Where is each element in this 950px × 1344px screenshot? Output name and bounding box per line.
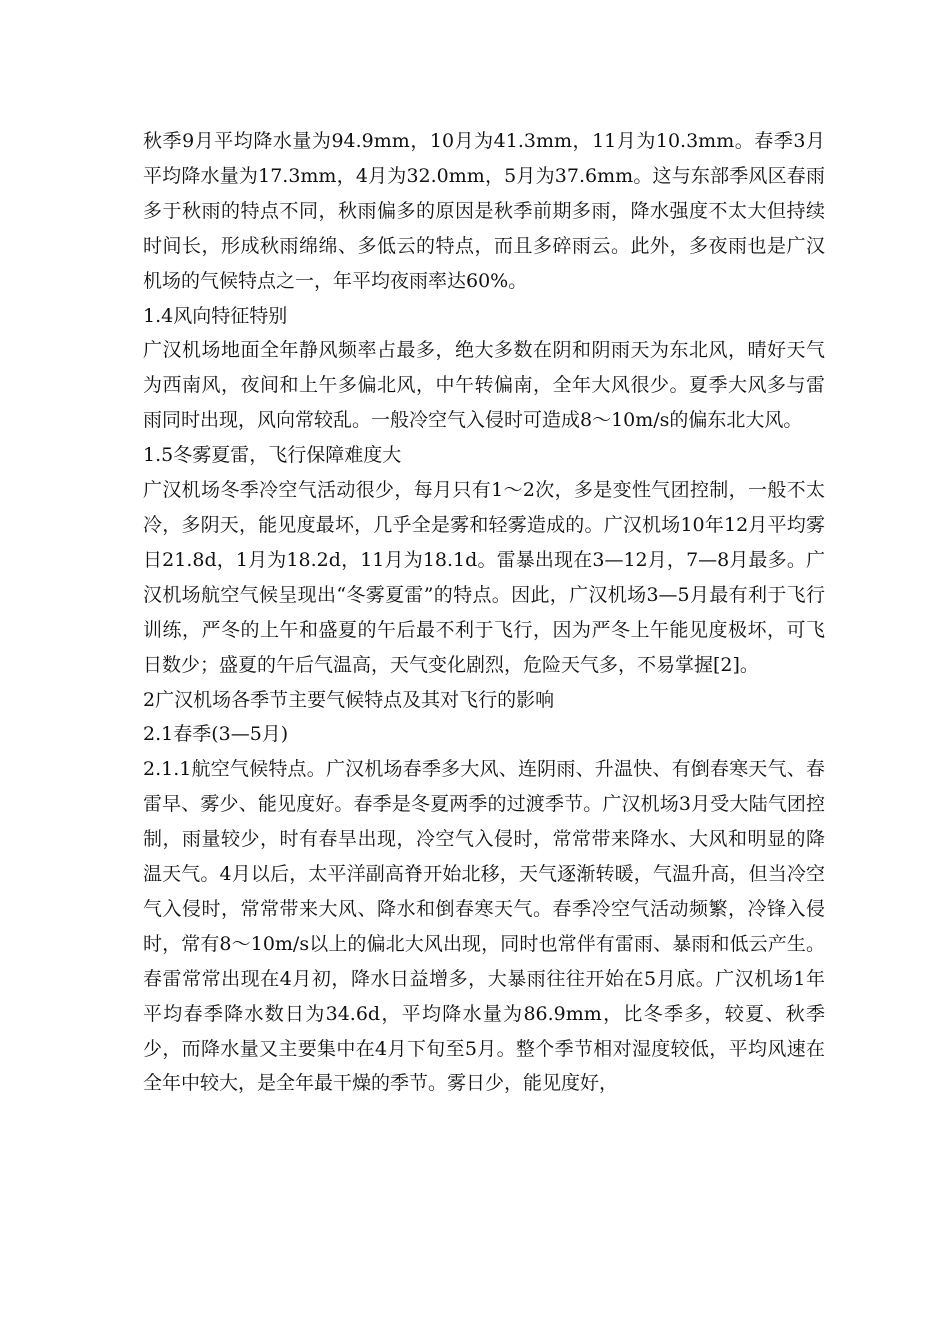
paragraph-winter-fog: 广汉机场冬季冷空气活动很少，每月只有1～2次，多是变性气团控制，一般不太冷，多阴天，能见度最坏，几乎全是雾和轻雾造成的。广汉机场10年12月平均雾日21.8d，1月为18.2d，11月为18.1d。雷暴出现在3—12月，7—8月最多。广汉机场航空气候呈现出“冬雾夏雷”的特点。因此，广汉机场3—5月最有利于飞行训练，严冬的上午和盛夏的午后最不利于飞行，因为严冬上午能见度极坏，可飞日数少；盛夏的午后气温高，天气变化剧烈，危险天气多，不易掌握[2]。 [143, 479, 825, 676]
paragraph-wind-direction: 广汉机场地面全年静风频率占最多，绝大多数在阴和阴雨天为东北风，晴好天气为西南风，夜间和上午多偏北风，中午转偏南，全年大风很少。夏季大风多与雷雨同时出现，风向常较乱。一般冷空气入侵时可造成8～10m/s的偏东北大风。 [143, 339, 825, 432]
section-heading-1-4: 1.4风向特征特别 [143, 304, 288, 327]
section-heading-2-1: 2.1春季(3—5月) [143, 723, 289, 746]
section-heading-2: 2广汉机场各季节主要气候特点及其对飞行的影响 [143, 688, 555, 711]
paragraph-spring-climate: 2.1.1航空气候特点。广汉机场春季多大风、连阴雨、升温快、有倒春寒天气、春雷早、雾少、能见度好。春季是冬夏两季的过渡季节。广汉机场3月受大陆气团控制，雨量较少，时有春旱出现，冷空气入侵时，常常带来降水、大风和明显的降温天气。4月以后，太平洋副高脊开始北移，天气逐渐转暖，气温升高，但当冷空气入侵时，常常带来大风、降水和倒春寒天气。春季冷空气活动频繁，冷锋入侵时，常有8～10m/s以上的偏北大风出现，同时也常伴有雷雨、暴雨和低云产生。春雷常常出现在4月初，降水日益增多，大暴雨往往开始在5月底。广汉机场1年平均春季降水数日为34.6d，平均降水量为86.9mm，比冬季多，较夏、秋季少，而降水量又主要集中在4月下旬至5月。整个季节相对湿度较低，平均风速在全年中较大，是全年最干燥的季节。雾日少，能见度好， [143, 758, 825, 1095]
paragraph-autumn-precipitation: 秋季9月平均降水量为94.9mm，10月为41.3mm，11月为10.3mm。春季3月平均降水量为17.3mm，4月为32.0mm，5月为37.6mm。这与东部季风区春雨多于秋雨的特点不同，秋雨偏多的原因是秋季前期多雨，降水强度不太大但持续时间长，形成秋雨绵绵、多低云的特点，而且多碎雨云。此外，多夜雨也是广汉机场的气候特点之一，年平均夜雨率达60%。 [143, 130, 825, 292]
section-heading-1-5: 1.5冬雾夏雷，飞行保障难度大 [143, 444, 402, 467]
document-body [143, 124, 825, 1101]
